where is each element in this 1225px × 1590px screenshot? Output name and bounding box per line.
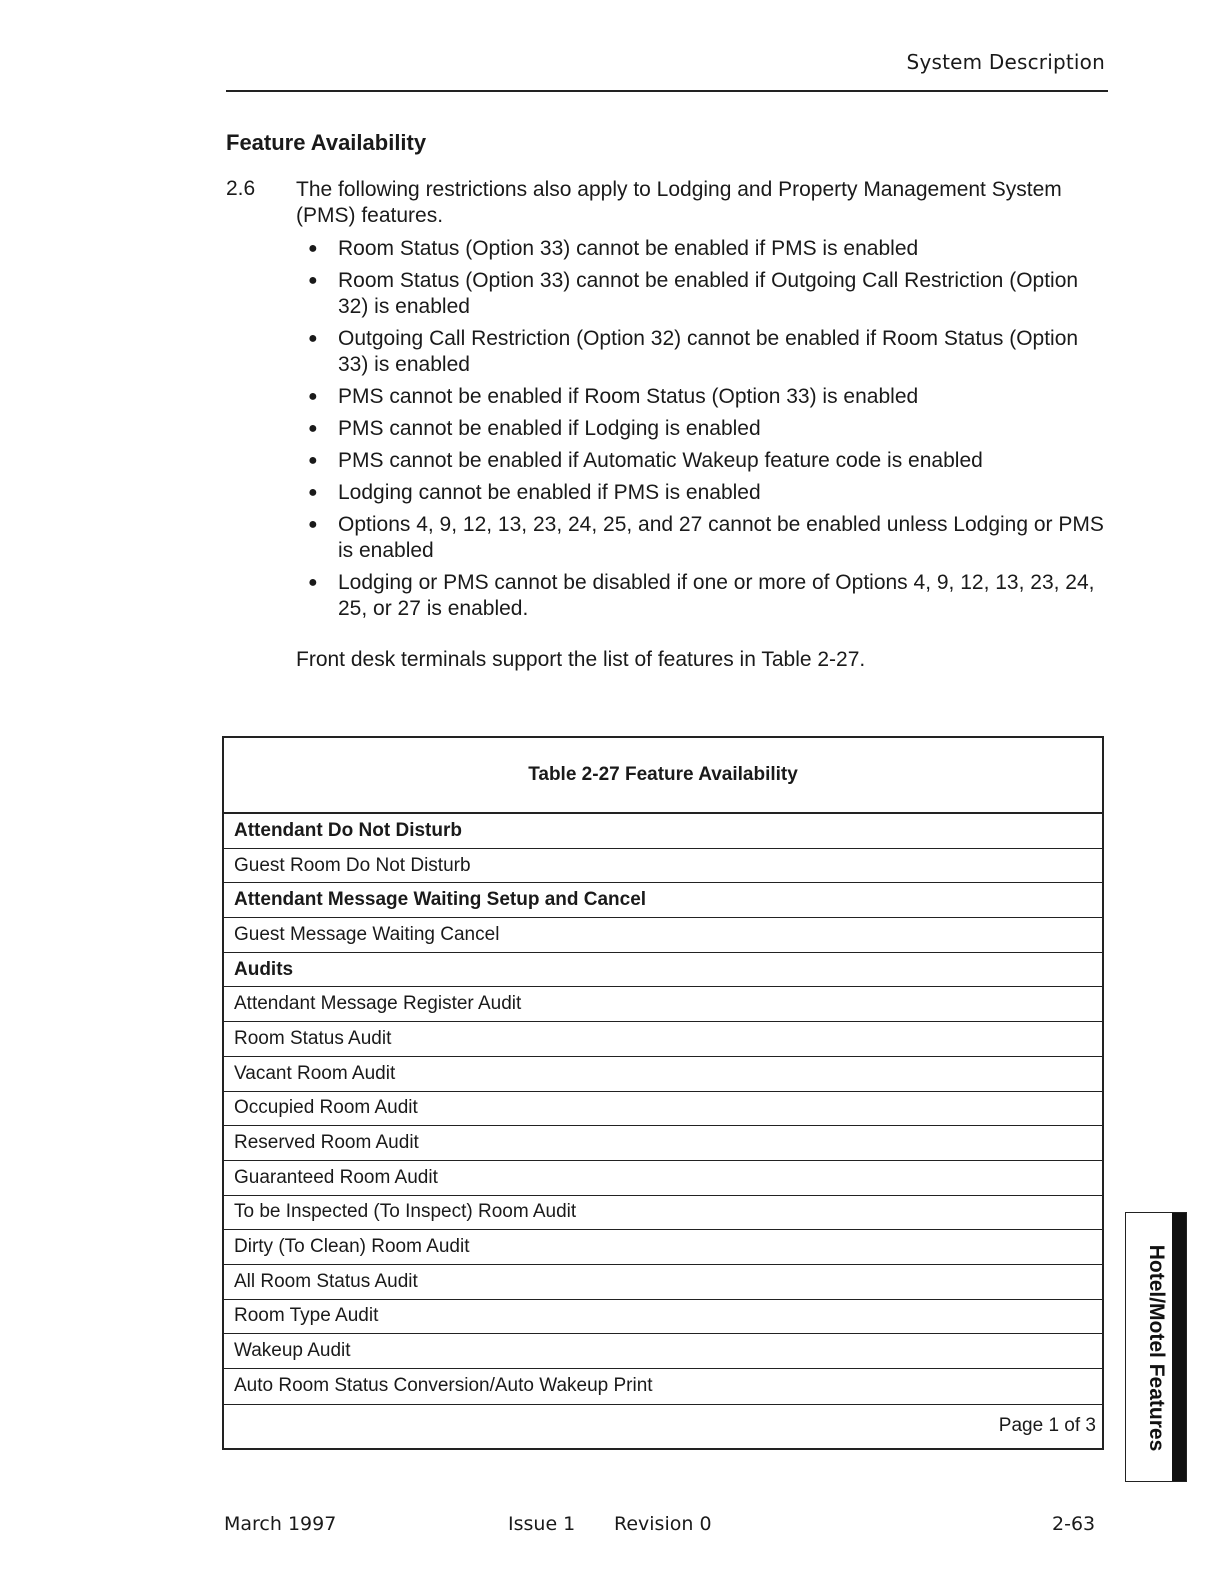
- footer-page-number: 2-63: [1052, 1513, 1096, 1535]
- table-row: Guest Message Waiting Cancel: [224, 918, 1102, 953]
- bullet-icon: ●: [308, 330, 318, 347]
- bullet-icon: ●: [308, 240, 318, 257]
- list-item: [296, 326, 1108, 378]
- bullet-icon: ●: [308, 452, 318, 469]
- header-rule: [226, 90, 1108, 92]
- table-row: Auto Room Status Conversion/Auto Wakeup Print: [234, 1375, 653, 1397]
- bullet-icon: ●: [308, 516, 318, 533]
- bullet-icon: ●: [308, 574, 318, 591]
- table-row: Guaranteed Room Audit: [224, 1161, 1102, 1196]
- footer-issue: Issue 1: [508, 1513, 576, 1535]
- paragraph-number: 2.6: [226, 177, 256, 200]
- bullet-icon: ●: [308, 420, 318, 437]
- footer-date: March 1997: [224, 1513, 337, 1535]
- list-item: [296, 384, 1108, 410]
- front-desk-text: Front desk terminals support the list of features in Table 2-27.: [296, 648, 866, 671]
- table-row: Attendant Message Waiting Setup and Cancel: [224, 883, 1102, 918]
- table-row: All Room Status Audit: [224, 1265, 1102, 1300]
- list-item: [296, 416, 1108, 442]
- side-tab-black-bar: [1172, 1213, 1186, 1481]
- list-item-text: Lodging cannot be enabled if PMS is enabled: [338, 481, 761, 504]
- table-row: Attendant Do Not Disturb: [224, 814, 1102, 849]
- table-row: Dirty (To Clean) Room Audit: [224, 1230, 1102, 1265]
- table-row: Occupied Room Audit: [224, 1092, 1102, 1127]
- list-item-text: PMS cannot be enabled if Lodging is enabled: [338, 417, 761, 440]
- table-row: To be Inspected (To Inspect) Room Audit: [224, 1196, 1102, 1231]
- table-row: Reserved Room Audit: [224, 1126, 1102, 1161]
- restriction-list: [296, 236, 1108, 628]
- section-title: Feature Availability: [226, 130, 427, 155]
- list-item-text: Lodging or PMS cannot be disabled if one or more of Options 4, 9, 12, 13, 23, 24, 25, or 27 is enabled.: [338, 571, 1095, 620]
- table-row: Audits: [224, 953, 1102, 988]
- bullet-icon: ●: [308, 484, 318, 501]
- feature-table: [222, 736, 1104, 1450]
- table-row: Attendant Message Register Audit: [224, 987, 1102, 1022]
- list-item: [296, 268, 1108, 320]
- footer-revision: Revision 0: [614, 1513, 712, 1535]
- list-item-text: PMS cannot be enabled if Room Status (Option 33) is enabled: [338, 385, 919, 408]
- table-row: Vacant Room Audit: [224, 1057, 1102, 1092]
- list-item: [296, 570, 1108, 622]
- bullet-icon: ●: [308, 388, 318, 405]
- running-header: System Description: [906, 50, 1105, 74]
- paragraph-text: The following restrictions also apply to Lodging and Property Management System (PMS) features.: [296, 178, 1062, 227]
- list-item-text: Options 4, 9, 12, 13, 23, 24, 25, and 27 cannot be enabled unless Lodging or PMS is enabled: [338, 513, 1104, 562]
- list-item-text: Room Status (Option 33) cannot be enabled if Outgoing Call Restriction (Option 32) is enabled: [338, 269, 1079, 318]
- list-item: [296, 236, 1108, 262]
- bullet-icon: ●: [308, 272, 318, 289]
- table-page-indicator: Page 1 of 3: [224, 1404, 1102, 1448]
- table-row: Wakeup Audit: [224, 1334, 1102, 1369]
- table-row: Room Status Audit: [224, 1022, 1102, 1057]
- list-item-text: PMS cannot be enabled if Automatic Wakeup feature code is enabled: [338, 449, 983, 472]
- side-tab-label: Hotel/Motel Features: [1145, 1244, 1168, 1452]
- table-row: Room Type Audit: [224, 1300, 1102, 1335]
- list-item: [296, 448, 1108, 474]
- list-item: [296, 512, 1108, 564]
- section-side-tab: [1125, 1212, 1187, 1482]
- list-item: [296, 480, 1108, 506]
- table-caption: Table 2-27 Feature Availability: [224, 738, 1102, 814]
- list-item-text: Outgoing Call Restriction (Option 32) cannot be enabled if Room Status (Option 33) is enabled: [338, 327, 1079, 376]
- table-row: Guest Room Do Not Disturb: [224, 849, 1102, 884]
- list-item-text: Room Status (Option 33) cannot be enabled if PMS is enabled: [338, 237, 919, 260]
